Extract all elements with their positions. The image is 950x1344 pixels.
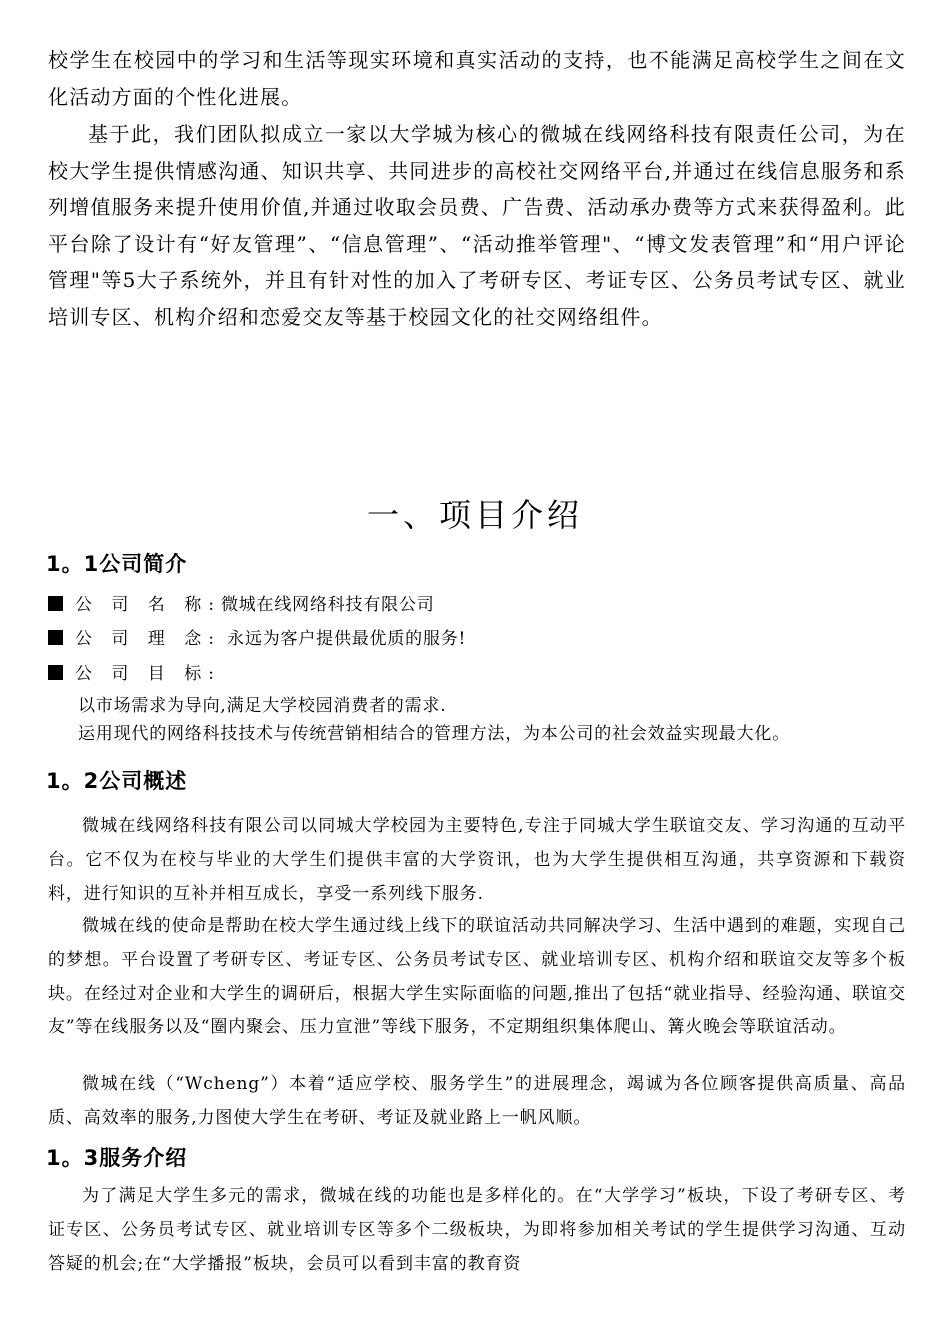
company-goal-item xyxy=(48,659,221,684)
company-goal-line-2: 运用现代的网络科技技术与传统营销相结合的管理方法，为本公司的社会效益实现最大化。 xyxy=(78,724,790,744)
company-name-label: 公 司 名 称: xyxy=(75,595,221,615)
overview-paragraph-3: 微城在线（“Wcheng”）本着“适应学校、服务学生”的进展理念，竭诚为各位顾客提供高质量、高品质、高效率的服务,力图使大学生在考研、考证及就业路上一帆风顺。 xyxy=(48,1074,906,1128)
company-idea-item xyxy=(48,624,466,649)
company-goal-label: 公 司 目 标: xyxy=(75,664,221,684)
intro-paragraph-2: 基于此，我们团队拟成立一家以大学城为核心的微城在线网络科技有限责任公司，为在校大学生提供情感沟通、知识共享、共同进步的高校社交网络平台,并通过在线信息服务和系列增值服务来提升使用价值,并通过收取会员费、广告费、活动承办费等方式来获得盈利。此平台除了设计有“好友管理”、“信息管理”、“活动推举管理"、“博文发表管理”和“用户评论管理"等5大子系统外，并且有针对性的加入了考研专区、考证专区、公务员考试专区、就业培训专区、机构介绍和恋爱交友等基于校园文化的社交网络组件。 xyxy=(48,122,906,329)
bullet-square-icon xyxy=(48,665,63,680)
chapter-title: 一、项目介绍 xyxy=(366,496,583,534)
company-name-item xyxy=(48,590,435,615)
company-idea-label: 公 司 理 念: xyxy=(75,629,221,649)
company-goal-line-1: 以市场需求为导向,满足大学校园消费者的需求. xyxy=(78,696,447,716)
company-idea-value: 永远为客户提供最优质的服务! xyxy=(220,629,467,649)
section-heading-1-1: 1。1公司简介 xyxy=(46,552,188,576)
company-name-value: 微城在线网络科技有限公司 xyxy=(220,595,435,615)
overview-paragraph-2: 微城在线的使命是帮助在校大学生通过线上线下的联谊活动共同解决学习、生活中遇到的难题，实现自己的梦想。平台设置了考研专区、考证专区、公务员考试专区、就业培训专区、机构介绍和联谊交友等多个板块。在经过对企业和大学生的调研后，根据大学生实际面临的问题,推出了包括“就业指导、经验沟通、联谊交友”等在线服务以及“圈内聚会、压力宣泄”等线下服务，不定期组织集体爬山、篝火晚会等联谊活动。 xyxy=(48,916,906,1038)
section-heading-1-3: 1。3服务介绍 xyxy=(46,1146,188,1170)
bullet-square-icon xyxy=(48,596,63,611)
bullet-square-icon xyxy=(48,630,63,645)
section-heading-1-2: 1。2公司概述 xyxy=(46,769,188,793)
service-paragraph-1: 为了满足大学生多元的需求，微城在线的功能也是多样化的。在“大学学习”板块，下设了考研专区、考证专区、公务员考试专区、就业培训专区等多个二级板块，为即将参加相关考试的学生提供学习沟通、互动答疑的机会;在“大学播报”板块，会员可以看到丰富的教育资 xyxy=(48,1186,906,1274)
intro-paragraph-1: 校学生在校园中的学习和生活等现实环境和真实活动的支持，也不能满足高校学生之间在文化活动方面的个性化进展。 xyxy=(48,48,906,109)
overview-paragraph-1: 微城在线网络科技有限公司以同城大学校园为主要特色,专注于同城大学生联谊交友、学习沟通的互动平台。它不仅为在校与毕业的大学生们提供丰富的大学资讯，也为大学生提供相互沟通，共享资源和下载资料，进行知识的互补并相互成长，享受一系列线下服务. xyxy=(48,816,906,904)
